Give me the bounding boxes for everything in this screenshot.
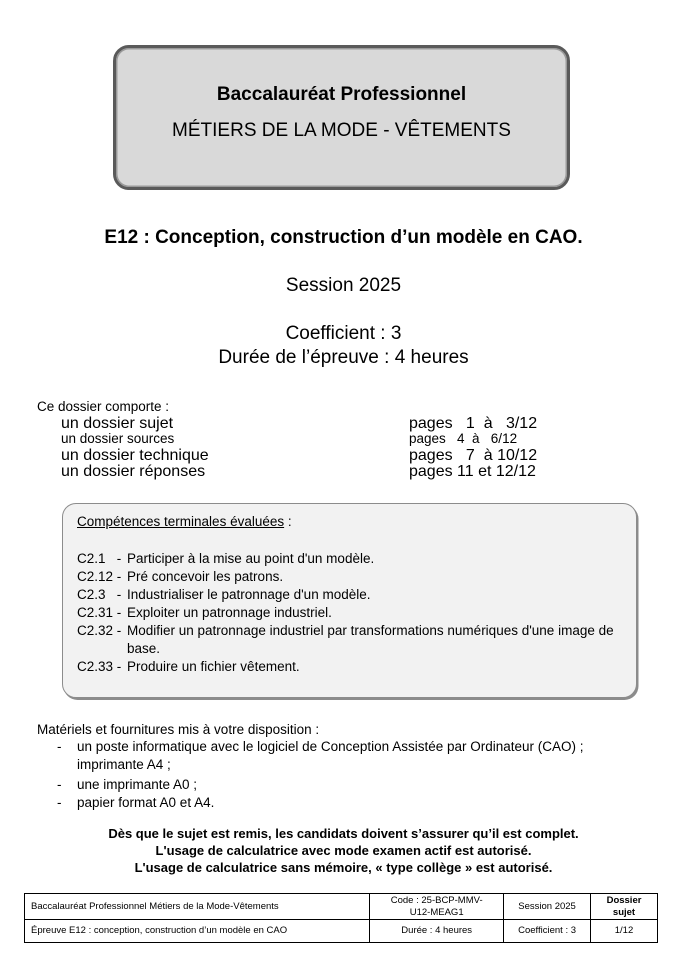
- competences-title-suffix: :: [284, 514, 292, 529]
- materiel-text: une imprimante A0 ;: [77, 777, 198, 792]
- competences-list: [77, 550, 627, 676]
- competence-item: [77, 604, 627, 622]
- footer-duree: Durée : 4 heures: [370, 920, 504, 943]
- competence-code: C2.32 -: [77, 623, 122, 638]
- diploma-title: Baccalauréat Professionnel: [216, 84, 467, 105]
- dossier-item: [61, 415, 561, 431]
- dossier-item-name: un dossier sujet: [61, 415, 174, 432]
- competence-text: Modifier un patronnage industriel par transformations numériques d'une image de base.: [127, 623, 614, 656]
- exam-title: E12 : Conception, construction d’un modèle en CAO.: [104, 227, 583, 248]
- bullet-dash: -: [57, 795, 62, 810]
- dossier-item-name: un dossier technique: [61, 447, 209, 464]
- footer-row: [25, 920, 658, 943]
- dossier-item: [61, 431, 561, 447]
- notice-line: Dès que le sujet est remis, les candidats doivent s’assurer qu’il est complet.: [108, 826, 579, 841]
- competence-text: Industrialiser le patronnage d'un modèle.: [127, 587, 371, 602]
- exam-duration: Durée de l’épreuve : 4 heures: [218, 347, 469, 368]
- footer-table: [24, 893, 658, 943]
- competence-code: C2.33 -: [77, 659, 122, 674]
- materiel-text: [77, 738, 617, 773]
- dossier-item: [61, 463, 561, 479]
- competence-text: Participer à la mise au point d'un modèle.: [127, 551, 375, 566]
- materiels-intro: Matériels et fournitures mis à votre disposition :: [37, 722, 320, 737]
- specialty-title: MÉTIERS DE LA MODE - VÊTEMENTS: [172, 120, 511, 141]
- competence-code: C2.12 -: [77, 569, 122, 584]
- competence-text: Pré concevoir les patrons.: [127, 569, 284, 584]
- competence-text: Exploiter un patronnage industriel.: [127, 605, 332, 620]
- dossier-item-pages: pages 7 à 10/12: [409, 447, 538, 464]
- notice-line: L'usage de calculatrice avec mode examen actif est autorisé.: [155, 843, 532, 858]
- dossier-item: [61, 447, 561, 463]
- bullet-dash: -: [57, 739, 62, 754]
- competence-item: [77, 568, 627, 586]
- footer-page-number: 1/12: [591, 920, 658, 943]
- dossier-item-pages: pages 4 à 6/12: [409, 431, 518, 446]
- competence-code: C2.31 -: [77, 605, 122, 620]
- materiel-text-line2: imprimante A4 ;: [77, 756, 171, 772]
- competence-item: [77, 658, 627, 676]
- header-title-box: [113, 45, 570, 190]
- dossier-item-name: un dossier réponses: [61, 463, 206, 480]
- competences-heading: [77, 514, 292, 529]
- exam-session: Session 2025: [285, 275, 402, 296]
- materiel-text-line1: un poste informatique avec le logiciel de Conception Assistée par Ordinateur (CAO) ;: [77, 739, 584, 754]
- competence-item: [77, 622, 627, 658]
- notice-line: L'usage de calculatrice sans mémoire, « type collège » est autorisé.: [134, 860, 553, 875]
- competences-title: Compétences terminales évaluées: [77, 514, 285, 529]
- competence-text: Produire un fichier vêtement.: [127, 659, 300, 674]
- competence-code: C2.1 -: [77, 551, 122, 566]
- competence-code: C2.3 -: [77, 587, 122, 602]
- footer-dossier-type: Dossier sujet: [591, 894, 658, 920]
- materiel-text: papier format A0 et A4.: [77, 795, 215, 810]
- footer-row: [25, 894, 658, 920]
- dossier-item-name: un dossier sources: [61, 431, 175, 446]
- dossier-intro: Ce dossier comporte :: [37, 399, 170, 414]
- dossier-item-pages: pages 11 et 12/12: [409, 463, 536, 480]
- competence-item: [77, 550, 627, 568]
- footer-session: Session 2025: [504, 894, 591, 920]
- footer-epreuve: Épreuve E12 : conception, construction d’un modèle en CAO: [25, 920, 370, 943]
- dossier-item-pages: pages 1 à 3/12: [409, 415, 538, 432]
- footer-diploma: Baccalauréat Professionnel Métiers de la Mode-Vêtements: [25, 894, 370, 920]
- competences-box: [62, 503, 637, 698]
- bullet-dash: -: [57, 777, 62, 792]
- footer-coefficient: Coefficient : 3: [504, 920, 591, 943]
- competence-item: [77, 586, 627, 604]
- exam-coefficient: Coefficient : 3: [285, 323, 402, 344]
- footer-code: Code : 25-BCP-MMV-U12-MEAG1: [370, 894, 504, 920]
